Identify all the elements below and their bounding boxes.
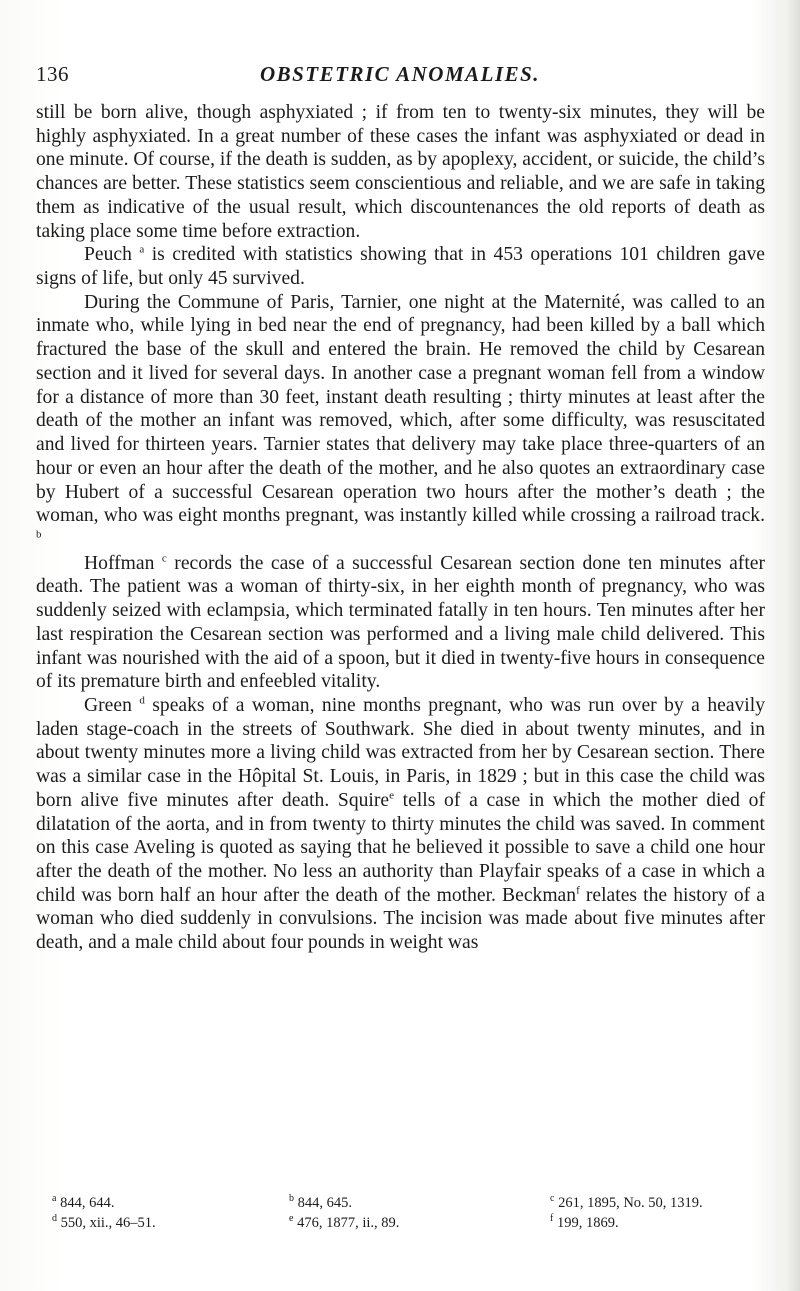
text-run: Green: [84, 694, 140, 716]
text-run: During the Commune of Paris, Tarnier, one night at the Maternité, was called to an inmate who, while lying in bed near the end of pregnancy, had been killed by a ball which fractured the base of the skull and entered the brain. He removed the child by Cesarean section and it lived for several days. In another case a pregnant woman fell from a window for a distance of more than 30 feet, instant death resulting ; thirty minutes at least after the death of the mother an infant was removed, which, after some difficulty, was resuscitated and lived for thirteen years. Tarnier states that delivery may take place three-quarters of an hour or even an hour after the death of the mother, and he also quotes an extraordinary case by Hubert of a successful Cesarean operation two hours after the mother’s death ; the woman, who was eight months pregnant, was instantly killed while crossing a railroad track.: [36, 291, 765, 527]
paragraph: [36, 291, 765, 552]
paragraph: [36, 101, 765, 243]
footnote: [289, 1213, 399, 1233]
footnote: [550, 1213, 619, 1233]
paragraph: [36, 243, 765, 290]
paragraph: [36, 552, 765, 694]
text-run: records the case of a successful Cesarean section done ten minutes after death. The patient was a woman of thirty-six, in her eighth month of pregnancy, who was suddenly seized with eclampsia, which terminated fatally in ten hours. Ten minutes after her last respiration the Cesarean section was performed and a living male child delivered. This infant was nourished with the aid of a spoon, but it died in twenty-five hours in consequence of its premature birth and enfeebled vitality.: [36, 552, 765, 693]
body-text: [36, 101, 765, 955]
footnote-text: 844, 645.: [294, 1195, 352, 1211]
footnote-mark: d: [52, 1213, 57, 1225]
text-run: relates the history of a woman who died suddenly in convulsions. The incision was made about five minutes after death, and a male child about four pounds in weight was: [36, 884, 765, 954]
footnote: [289, 1193, 352, 1213]
footnotes: [52, 1193, 752, 1233]
text-run: tells of a case in which the mother died of dilatation of the aorta, and in from twenty to thirty minutes the child was saved. In comment on this case Aveling is quoted as saying that he believed it possible to save a child one hour after the death of the mother. No less an authority than Playfair speaks of a case in which a child was born half an hour after the death of the mother. Beckman: [36, 789, 766, 906]
footnote-text: 476, 1877, ii., 89.: [293, 1215, 400, 1231]
footnote-reference[interactable]: d: [139, 694, 145, 707]
footnote-reference[interactable]: c: [161, 552, 167, 565]
footnote-mark: f: [550, 1213, 554, 1225]
footnote-text: 550, xii., 46–51.: [57, 1215, 156, 1231]
text-run: Hoffman: [84, 552, 162, 574]
footnote-mark: e: [289, 1213, 294, 1225]
footnote-reference[interactable]: b: [36, 528, 42, 541]
footnote: [550, 1193, 703, 1213]
page-edge-shadow: [786, 0, 800, 1291]
page-number: 136: [36, 62, 69, 86]
footnote-text: 199, 1869.: [553, 1215, 619, 1231]
footnote: [52, 1193, 114, 1213]
footnote-text: 844, 644.: [56, 1195, 115, 1211]
text-run: speaks of a woman, nine months pregnant, who was run over by a heavily laden stage-coach in the streets of Southwark. She died in about twenty minutes, and in about twenty minutes more a living child was extracted from her by Cesarean section. There was a similar case in the Hôpital St. Louis, in Paris, in 1829 ; but in this case the child was born alive five minutes after death. Squire: [36, 694, 765, 811]
footnote-text: 261, 1895, No. 50, 1319.: [554, 1195, 703, 1211]
running-title: OBSTETRIC ANOMALIES.: [259, 62, 541, 86]
text-run: still be born alive, though asphyxiated ; if from ten to twenty-six minutes, they will be highly asphyxiated. In a great number of these cases the infant was asphyxiated or dead in one minute. Of course, if the death is sudden, as by apoplexy, accident, or suicide, the child’s chances are better. These statistics seem conscientious and reliable, and we are safe in taking them as indicative of the usual result, which discountenances the old reports of death as taking place some time before extraction.: [36, 102, 765, 242]
footnote-reference[interactable]: a: [139, 243, 145, 256]
footnote-reference[interactable]: e: [389, 789, 394, 802]
text-run: is credited with statistics showing that in 453 operations 101 children gave signs of life, but only 45 survived.: [36, 244, 765, 290]
footnote-reference[interactable]: f: [576, 884, 580, 897]
footnote-mark: c: [550, 1193, 555, 1205]
paragraph: [36, 694, 765, 955]
footnote-mark: a: [52, 1193, 57, 1205]
footnote: [52, 1213, 156, 1233]
footnote-row: [52, 1193, 752, 1213]
footnote-row: [52, 1213, 752, 1233]
text-run: Peuch: [84, 244, 140, 266]
footnote-mark: b: [289, 1193, 294, 1205]
page-header: [36, 62, 764, 92]
